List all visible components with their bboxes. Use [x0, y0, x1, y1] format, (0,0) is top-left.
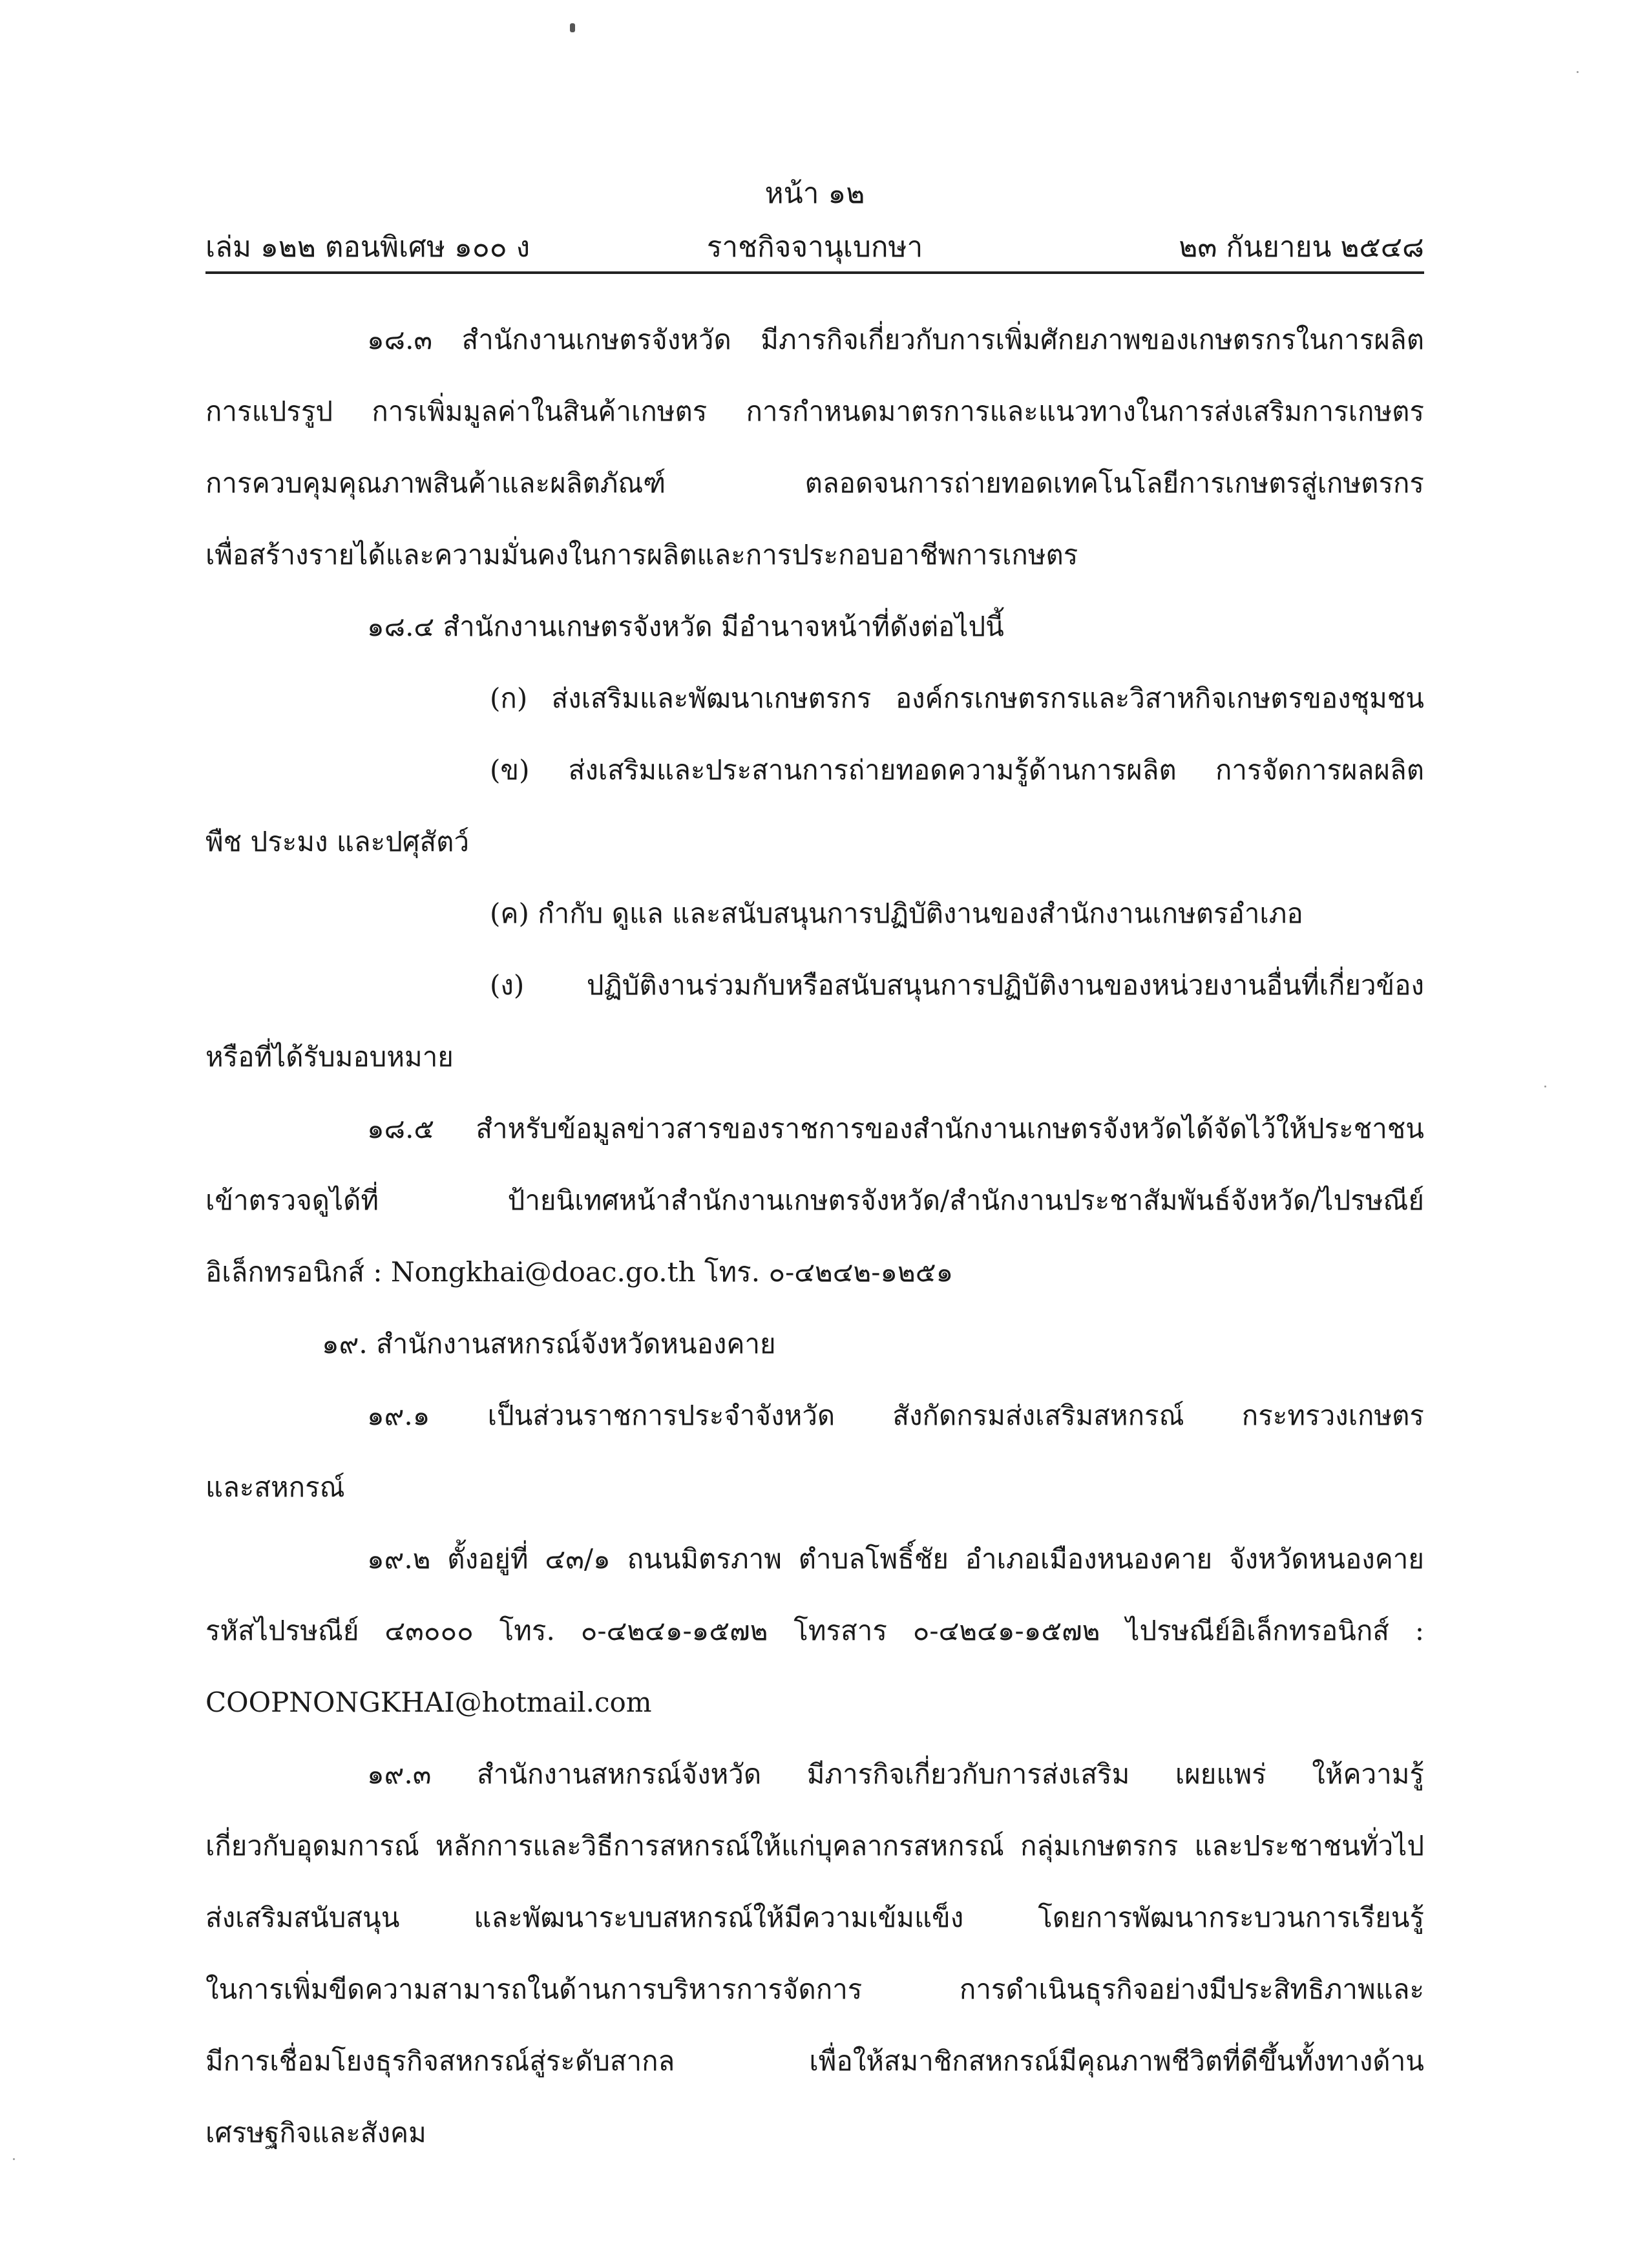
list-item-line: (ก) ส่งเสริมและพัฒนาเกษตรกร องค์กรเกษตรกรและวิสาหกิจเกษตรของชุมชน — [490, 682, 1424, 714]
paragraph-line: ในการเพิ่มขีดความสามารถในด้านการบริหารการจัดการ การดำเนินธุรกิจอย่างมีประสิทธิภาพและ — [205, 1973, 1424, 2005]
list-item-line: (ค) กำกับ ดูแล และสนับสนุนการปฏิบัติงานของสำนักงานเกษตรอำเภอ — [490, 898, 1303, 929]
section-heading: ๑๙. สำนักงานสหกรณ์จังหวัดหนองคาย — [322, 1328, 776, 1360]
list-item-line: (ง) ปฏิบัติงานร่วมกับหรือสนับสนุนการปฏิบัติงานของหน่วยงานอื่นที่เกี่ยวข้อง — [490, 969, 1424, 1001]
gazette-header — [205, 174, 1424, 278]
paragraph-line: เพื่อสร้างรายได้และความมั่นคงในการผลิตและการประกอบอาชีพการเกษตร — [205, 539, 1078, 571]
scan-dot — [1577, 71, 1579, 73]
header-rule — [205, 271, 1424, 274]
paragraph-line: ๑๙.๓ สำนักงานสหกรณ์จังหวัด มีภารกิจเกี่ยวกับการส่งเสริม เผยแพร่ ให้ความรู้ — [367, 1758, 1424, 1790]
paragraph-line: ๑๘.๕ สำหรับข้อมูลข่าวสารของราชการของสำนักงานเกษตรจังหวัดได้จัดไว้ให้ประชาชน — [367, 1113, 1424, 1144]
paragraph-line: ๑๙.๒ ตั้งอยู่ที่ ๔๓/๑ ถนนมิตรภาพ ตำบลโพธิ์ชัย อำเภอเมืองหนองคาย จังหวัดหนองคาย — [367, 1543, 1424, 1575]
paragraph-line: ๑๘.๔ สำนักงานเกษตรจังหวัด มีอำนาจหน้าที่ดังต่อไปนี้ — [367, 611, 1004, 642]
scan-dot — [13, 2158, 15, 2160]
email-line: COOPNONGKHAI@hotmail.com — [205, 1686, 652, 1718]
paragraph-line: ๑๙.๑ เป็นส่วนราชการประจำจังหวัด สังกัดกรมส่งเสริมสหกรณ์ กระทรวงเกษตร — [367, 1400, 1424, 1431]
paragraph-line: พืช ประมง และปศุสัตว์ — [205, 826, 470, 857]
paragraph-line: เข้าตรวจดูได้ที่ ป้ายนิเทศหน้าสำนักงานเกษตรจังหวัด/สำนักงานประชาสัมพันธ์จังหวัด/ไปรษณีย์ — [205, 1184, 1424, 1216]
scan-speck — [570, 23, 575, 32]
publication-date: ๒๓ กันยายน ๒๕๔๘ — [1179, 231, 1424, 264]
paragraph-line: มีการเชื่อมโยงธุรกิจสหกรณ์สู่ระดับสากล เพื่อให้สมาชิกสหกรณ์มีคุณภาพชีวิตที่ดีขึ้นทั้งทางด้าน — [205, 2045, 1424, 2077]
paragraph-line: การแปรรูป การเพิ่มมูลค่าในสินค้าเกษตร การกำหนดมาตรการและแนวทางในการส่งเสริมการเกษตร — [205, 395, 1424, 427]
paragraph-line: รหัสไปรษณีย์ ๔๓๐๐๐ โทร. ๐-๔๒๔๑-๑๕๗๒ โทรสาร ๐-๔๒๔๑-๑๕๗๒ ไปรษณีย์อิเล็กทรอนิกส์ : — [205, 1615, 1424, 1646]
document-body — [205, 304, 1424, 2168]
header-row — [205, 227, 1424, 268]
paragraph-line: อิเล็กทรอนิกส์ : Nongkhai@doac.go.th โทร. ๐-๔๒๔๒-๑๒๕๑ — [205, 1256, 954, 1288]
publication-name: ราชกิจจานุเบกษา — [706, 231, 923, 264]
scan-dot — [1544, 1086, 1546, 1087]
paragraph-line: เศรษฐกิจและสังคม — [205, 2117, 426, 2148]
paragraph-line: หรือที่ได้รับมอบหมาย — [205, 1041, 454, 1073]
paragraph-line: ๑๘.๓ สำนักงานเกษตรจังหวัด มีภารกิจเกี่ยวกับการเพิ่มศักยภาพของเกษตรกรในการผลิต — [367, 324, 1424, 355]
paragraph-line: เกี่ยวกับอุดมการณ์ หลักการและวิธีการสหกรณ์ให้แก่บุคลากรสหกรณ์ กลุ่มเกษตรกร และประชาชนทั่วไป — [205, 1830, 1424, 1862]
list-item-line: (ข) ส่งเสริมและประสานการถ่ายทอดความรู้ด้านการผลิต การจัดการผลผลิต — [490, 754, 1424, 786]
paragraph-line: และสหกรณ์ — [205, 1471, 345, 1503]
volume-issue: เล่ม ๑๒๒ ตอนพิเศษ ๑๐๐ ง — [205, 231, 530, 264]
paragraph-line: การควบคุมคุณภาพสินค้าและผลิตภัณฑ์ ตลอดจนการถ่ายทอดเทคโนโลยีการเกษตรสู่เกษตรกร — [205, 467, 1424, 499]
paragraph-line: ส่งเสริมสนับสนุน และพัฒนาระบบสหกรณ์ให้มีความเข้มแข็ง โดยการพัฒนากระบวนการเรียนรู้ — [205, 1902, 1424, 1933]
page-number: หน้า ๑๒ — [764, 177, 865, 210]
